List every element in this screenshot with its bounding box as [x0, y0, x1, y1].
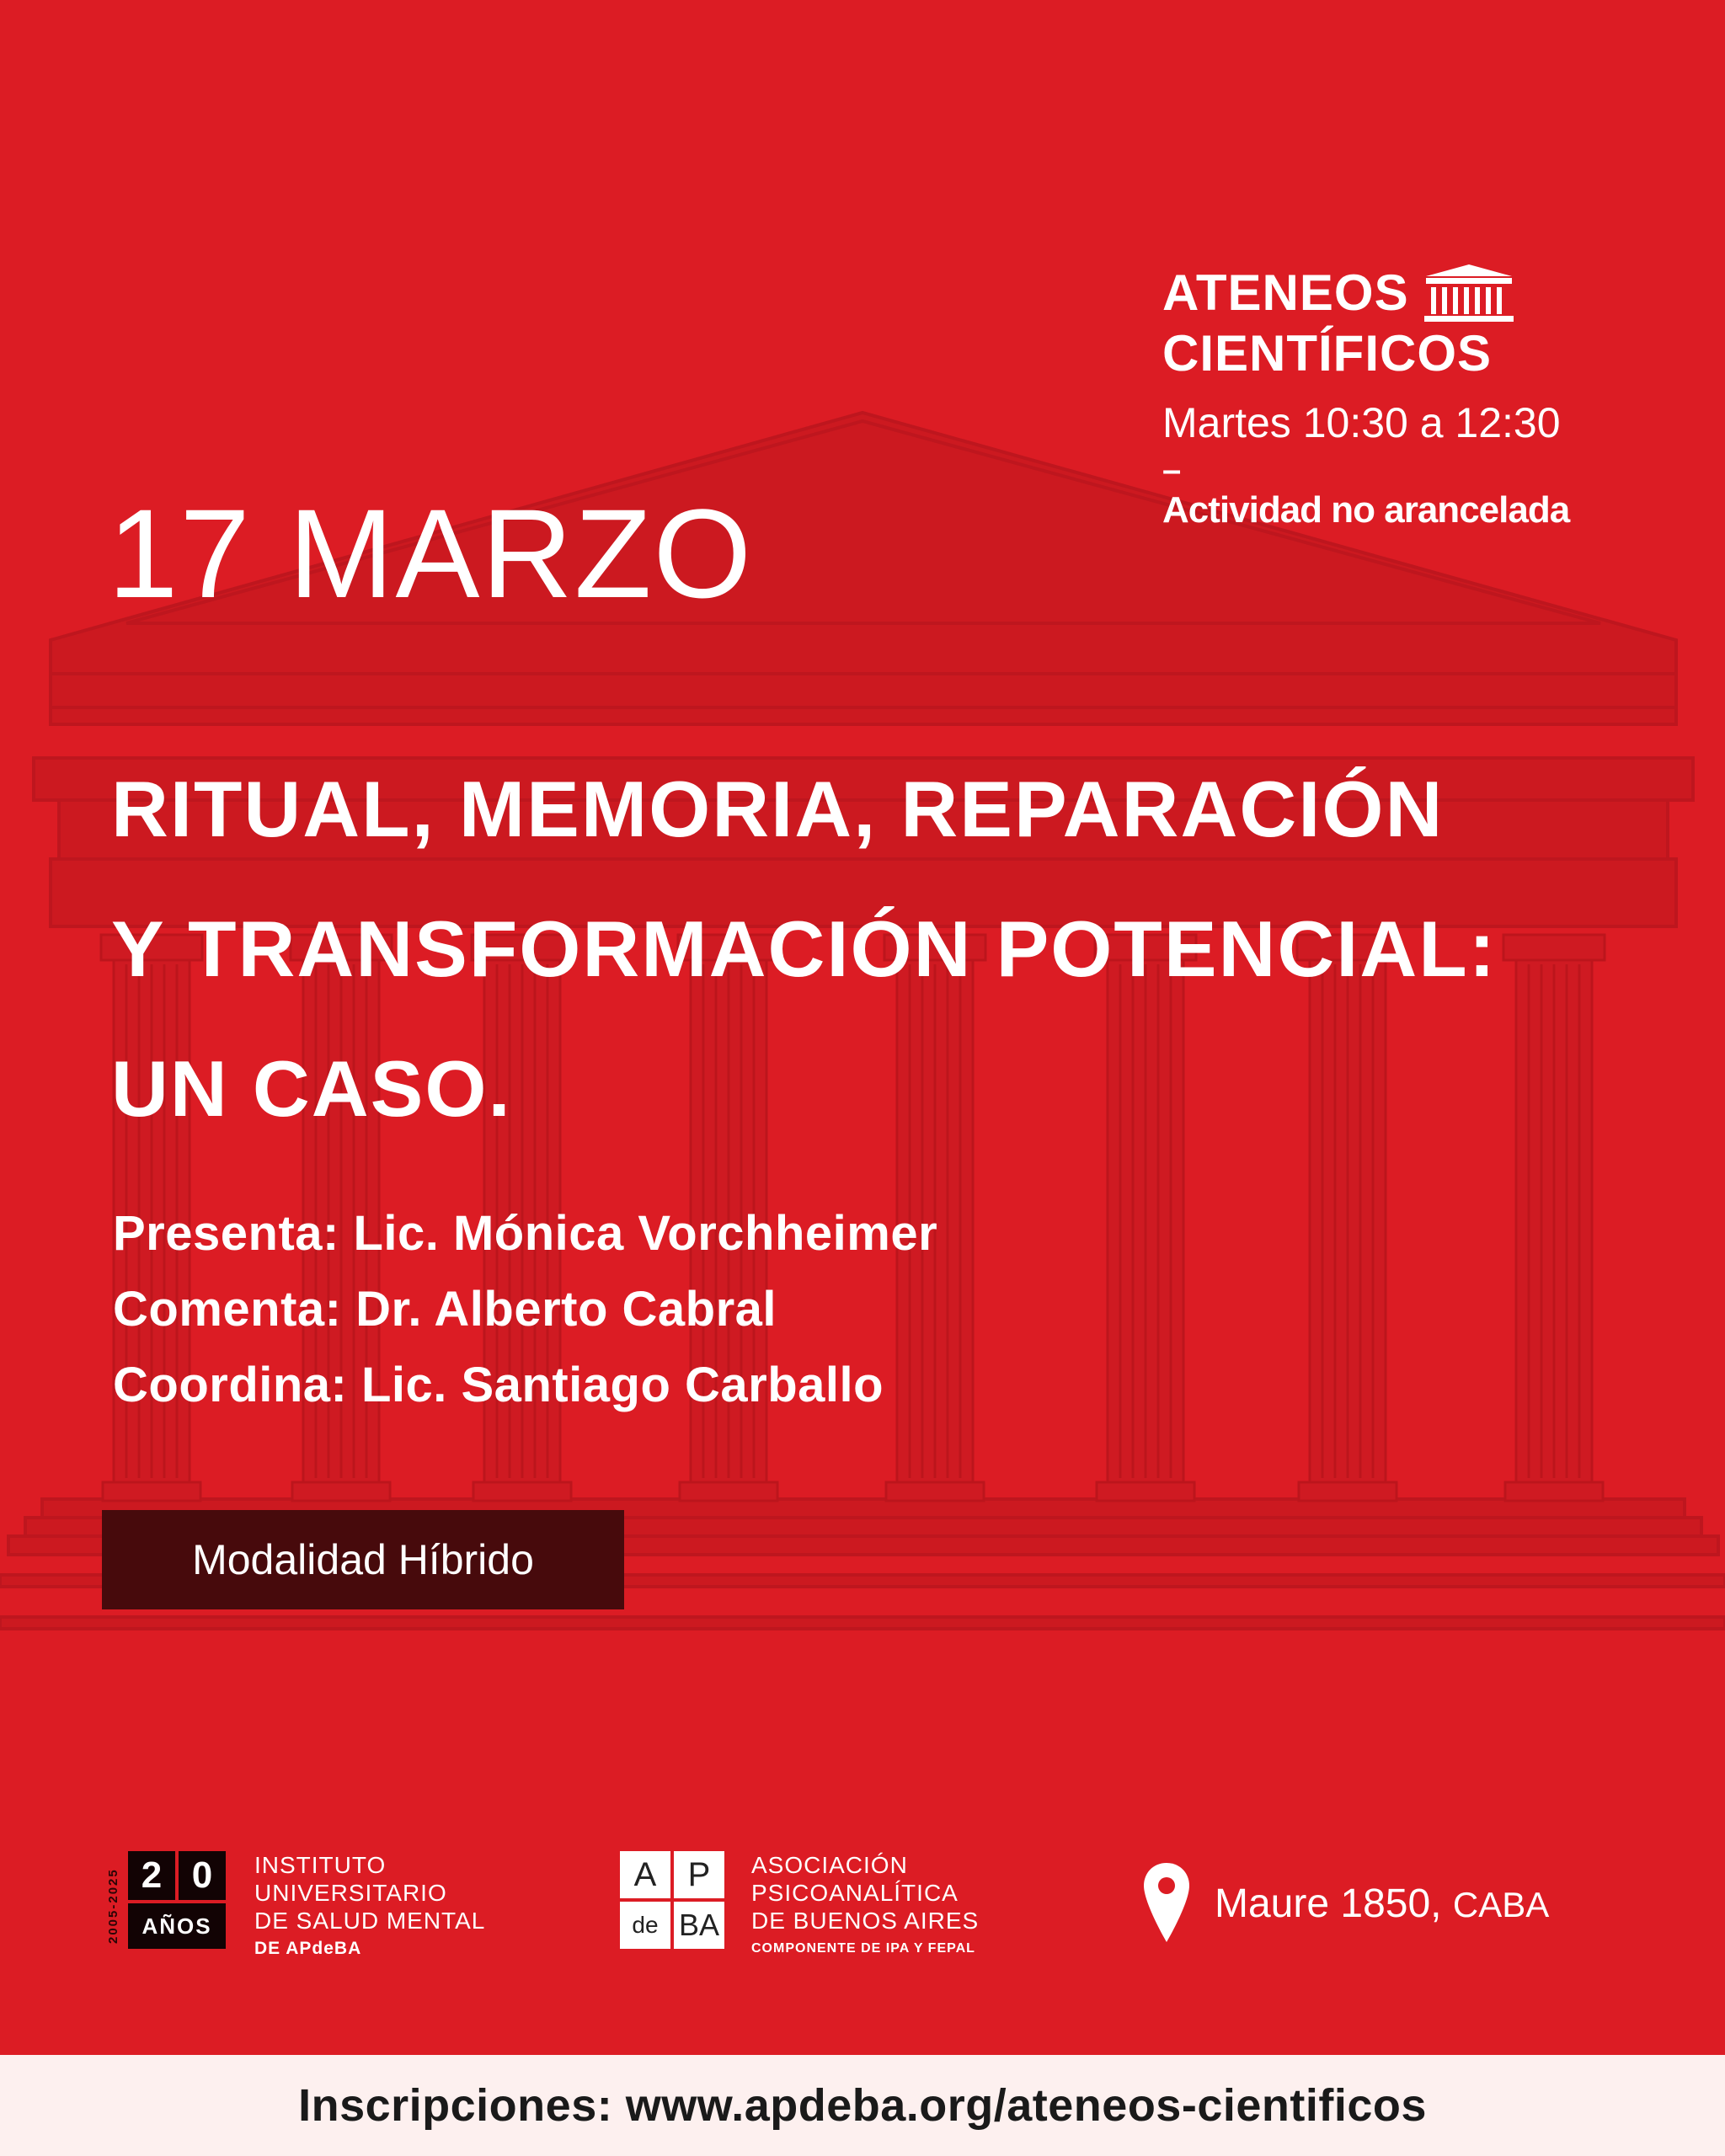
schedule-text: Martes 10:30 a 12:30 — [1162, 399, 1561, 446]
ateneos-brand-block — [1162, 263, 1701, 536]
speakers-list — [113, 1196, 937, 1423]
title-line: RITUAL, MEMORIA, REPARACIÓN — [111, 765, 1445, 853]
iusam-digit-2: 2 — [128, 1851, 175, 1900]
signup-bar[interactable] — [0, 2055, 1725, 2156]
brand-title-line1: ATENEOS — [1162, 264, 1409, 321]
modality-badge — [102, 1510, 624, 1609]
coordinator-line: Coordina: Lic. Santiago Carballo — [113, 1358, 884, 1412]
event-title — [111, 739, 1678, 1159]
apdeba-cell-a: A — [620, 1851, 670, 1898]
brand-title-line2: CIENTÍFICOS — [1162, 325, 1493, 382]
title-line: UN CASO. — [111, 1044, 512, 1133]
location-block — [1142, 1861, 1549, 1945]
location-pin-icon — [1142, 1861, 1191, 1945]
location-address — [1215, 1881, 1549, 1927]
temple-icon — [1423, 263, 1515, 323]
footer-logos — [0, 1844, 1725, 1979]
iusam-anos: AÑOS — [128, 1903, 226, 1949]
commentator-line: Comenta: Dr. Alberto Cabral — [113, 1282, 777, 1337]
apdeba-cell-ba: BA — [674, 1902, 724, 1949]
location-street: Maure 1850, — [1215, 1881, 1442, 1926]
fee-text: Actividad no arancelada — [1162, 489, 1570, 531]
event-date: 17 MARZO — [108, 483, 754, 624]
location-city: CABA — [1452, 1884, 1550, 1924]
title-line: Y TRANSFORMACIÓN POTENCIAL: — [111, 905, 1498, 993]
apdeba-name: ASOCIACIÓN PSICOANALÍTICA DE BUENOS AIRES COMPONENTE DE IPA Y FEPAL — [751, 1852, 980, 1956]
schedule-divider: – — [1162, 451, 1182, 488]
iusam-years: 2005-2025 — [106, 1868, 120, 1944]
apdeba-cell-p: P — [674, 1851, 724, 1898]
signup-link[interactable]: Inscripciones: www.apdeba.org/ateneos-cientificos — [298, 2080, 1427, 2131]
presenter-line: Presenta: Lic. Mónica Vorchheimer — [113, 1206, 938, 1261]
modality-label: Modalidad Híbrido — [192, 1536, 534, 1583]
apdeba-cell-de: de — [620, 1902, 670, 1949]
iusam-digit-0: 0 — [179, 1851, 226, 1900]
iusam-name: INSTITUTO UNIVERSITARIO DE SALUD MENTAL DE APdeBA — [254, 1852, 486, 1958]
